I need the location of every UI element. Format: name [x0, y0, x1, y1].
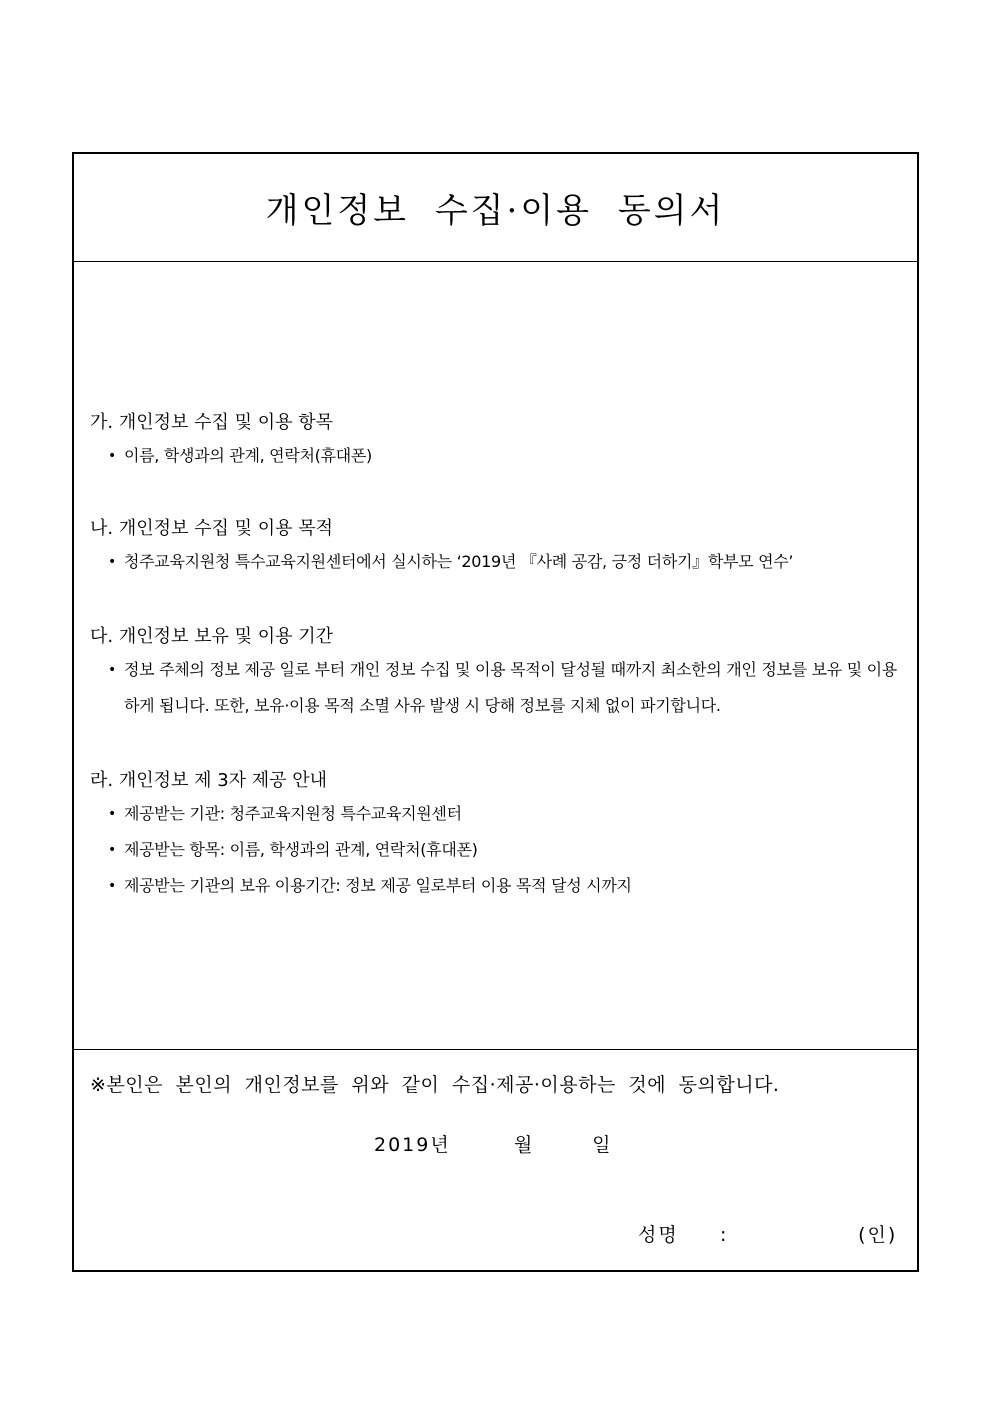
- section-heading: 가. 개인정보 수집 및 이용 항목: [90, 412, 333, 433]
- date-month: 월: [514, 1134, 535, 1156]
- date-day: 일: [592, 1134, 613, 1156]
- document-title: 개인정보 수집·이용 동의서: [265, 191, 726, 231]
- signature-colon: :: [720, 1224, 729, 1246]
- item-text: 제공받는 기관: 청주교육지원청 특수교육지원센터: [124, 804, 462, 823]
- signature-seal: (인): [858, 1224, 898, 1246]
- date-line: [374, 1130, 612, 1157]
- list-item: [90, 796, 901, 832]
- bullet-icon: •: [108, 448, 116, 464]
- section-heading: 나. 개인정보 수집 및 이용 목적: [90, 518, 333, 539]
- item-text: 제공받는 기관의 보유 이용기간: 정보 제공 일로부터 이용 목적 달성 시까지: [124, 876, 632, 895]
- section-collection-items: [90, 408, 901, 474]
- section-heading: 다. 개인정보 보유 및 이용 기간: [90, 626, 333, 647]
- consent-footer: [74, 1050, 917, 1270]
- list-item: [90, 652, 901, 724]
- form-body: [74, 262, 917, 1050]
- bullet-icon: •: [108, 842, 116, 858]
- item-text: 청주교육지원청 특수교육지원센터에서 실시하는 ‘2019년 『사례 공감, 긍정 더하기』학부모 연수’: [124, 552, 794, 571]
- bullet-icon: •: [108, 554, 116, 570]
- item-text: 이름, 학생과의 관계, 연락처(휴대폰): [124, 446, 372, 465]
- signature-label: 성명: [638, 1224, 679, 1246]
- list-item: [90, 868, 901, 904]
- item-text: 정보 주체의 정보 제공 일로 부터 개인 정보 수집 및 이용 목적이 달성될 때까지 최소한의 개인 정보를 보유 및 이용하게 됩니다. 또한, 보유·이용 목적 소멸 사유 발생 시 당해 정보를 지체 없이 파기합니다.: [124, 660, 897, 715]
- section-collection-purpose: [90, 514, 901, 580]
- list-item: [90, 832, 901, 868]
- bullet-icon: •: [108, 662, 116, 678]
- bullet-icon: •: [108, 806, 116, 822]
- consent-statement: ※본인은 본인의 개인정보를 위와 같이 수집·제공·이용하는 것에 동의합니다.: [90, 1074, 780, 1096]
- list-item: [90, 438, 901, 474]
- date-year: 2019년: [374, 1134, 451, 1156]
- section-third-party: [90, 766, 901, 904]
- signature-line: [638, 1220, 897, 1247]
- title-area: [74, 154, 917, 262]
- section-heading: 라. 개인정보 제 3자 제공 안내: [90, 770, 328, 791]
- list-item: [90, 544, 901, 580]
- consent-form: [72, 152, 919, 1272]
- bullet-icon: •: [108, 878, 116, 894]
- item-text: 제공받는 항목: 이름, 학생과의 관계, 연락처(휴대폰): [124, 840, 478, 859]
- section-retention-period: [90, 622, 901, 724]
